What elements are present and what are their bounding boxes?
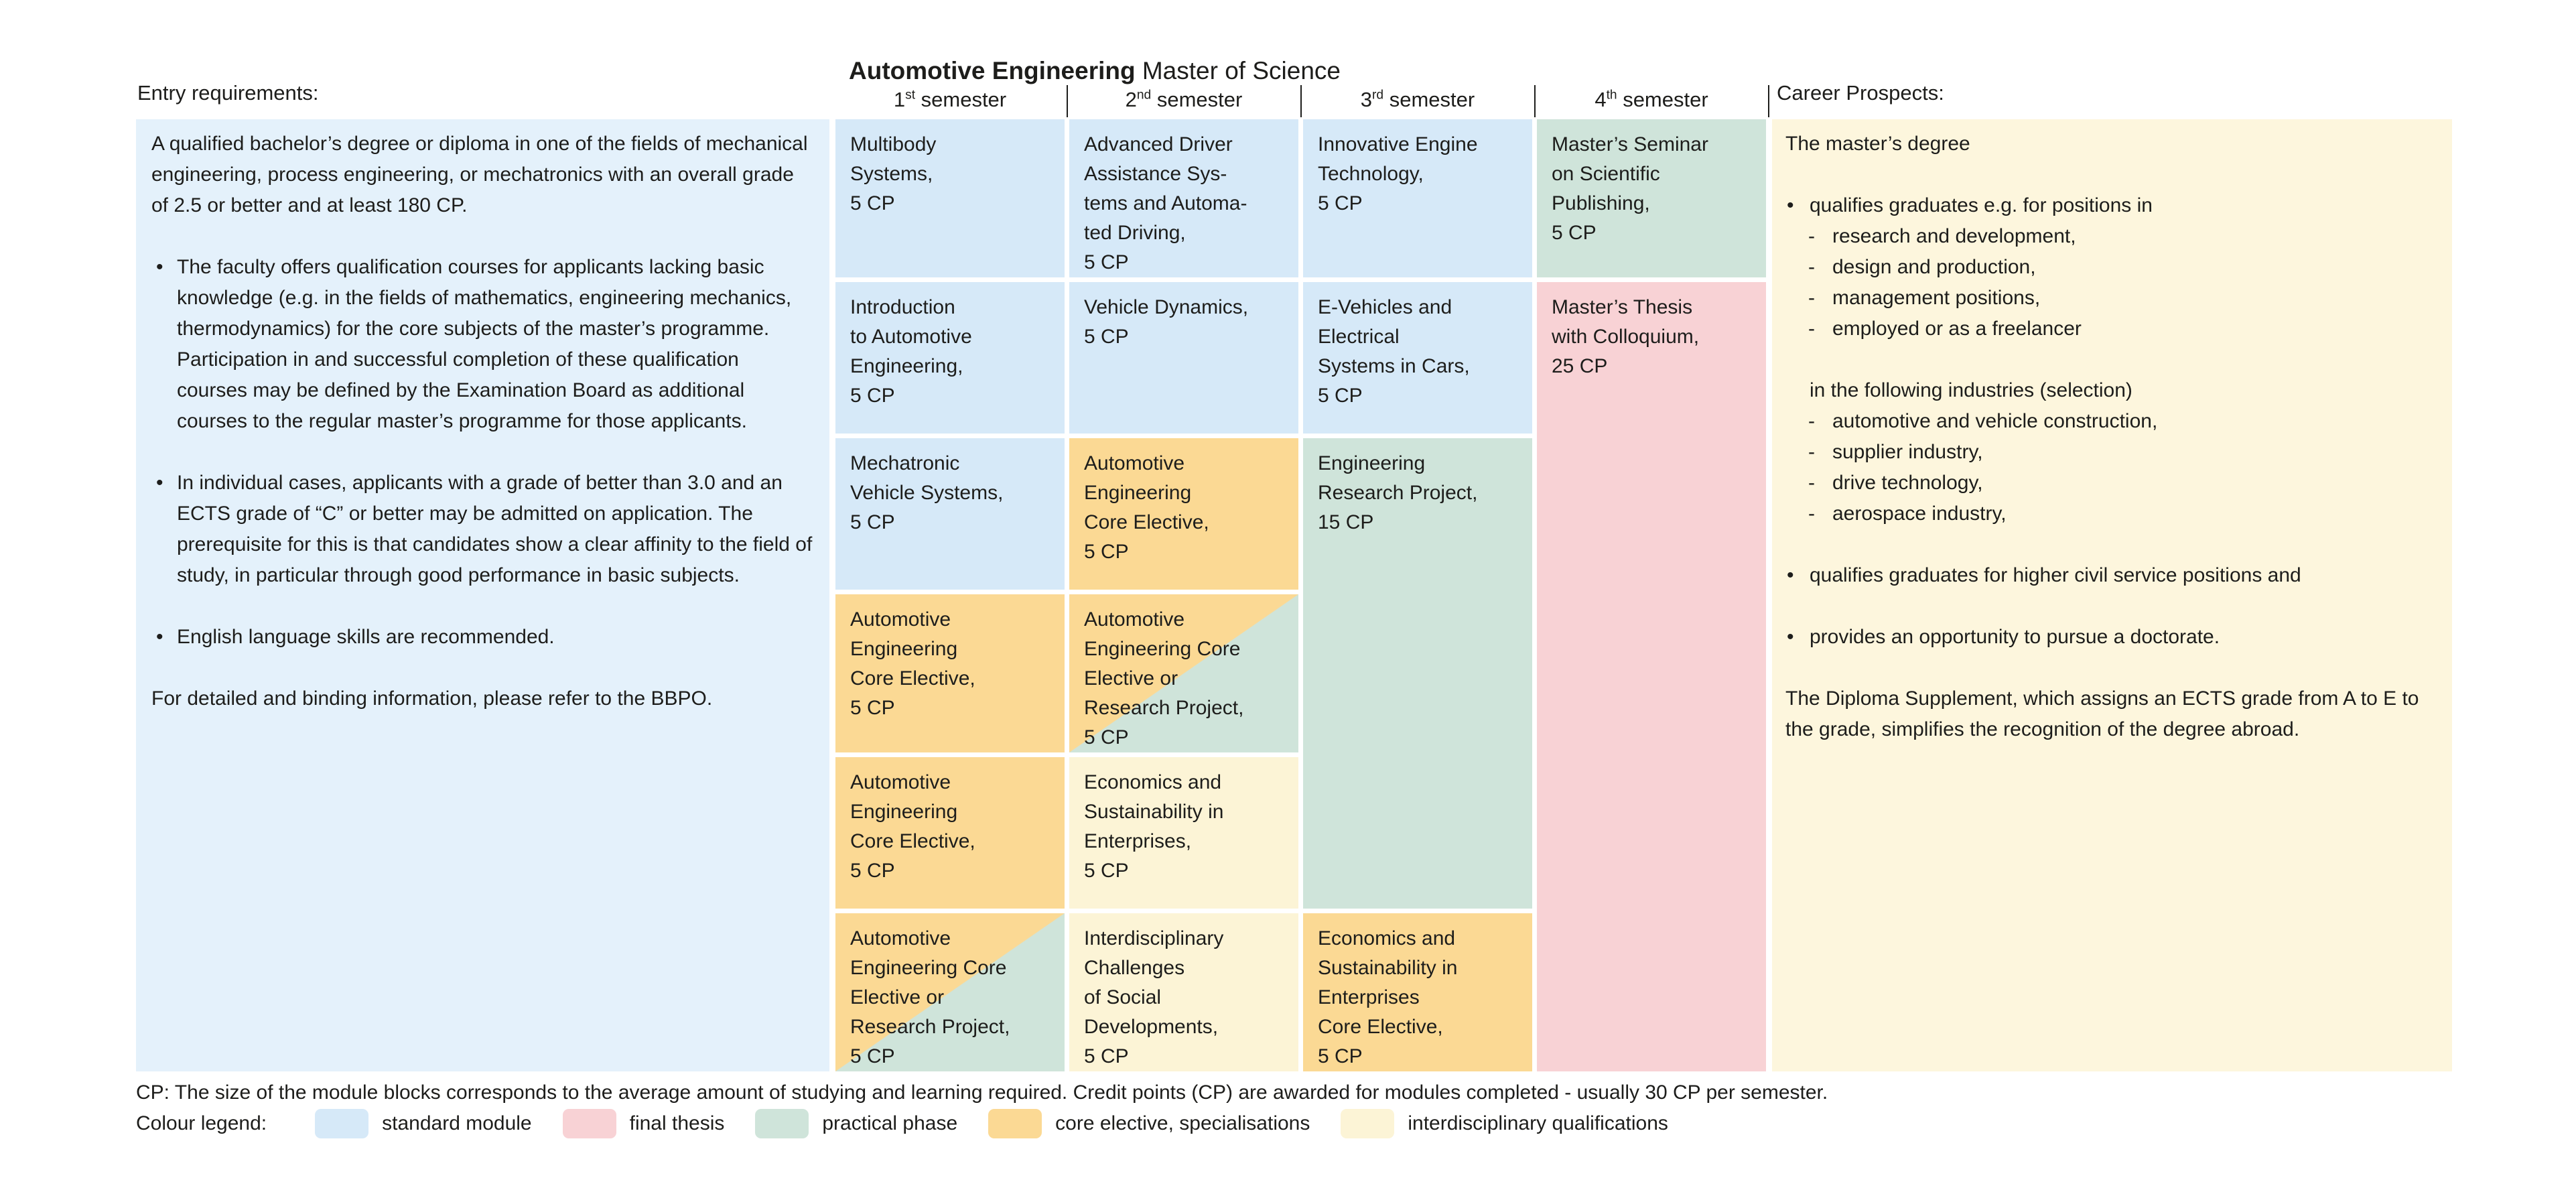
module-line: Publishing, [1552,192,1650,214]
module-grid [835,119,1766,1071]
career-bullet-line: • qualifies graduates e.g. for positions in [1785,190,2439,221]
career-gap [1785,159,2439,190]
legend-item-interdisciplinary [1341,1109,1668,1138]
module-line: Assistance Sys- [1084,163,1227,185]
career-dash-line: - employed or as a freelancer [1785,314,2439,344]
entry-bullet-item: • In individual cases, applicants with a grade of better than 3.0 and an ECTS grade of “C” or better may be admitted on application. The prerequisite for this is that candidates show a clear affinity to the field of study, in particular through good performance in basic subjects. [151,468,813,591]
legend-swatch-standard [315,1109,368,1138]
career-bullet-line: • qualifies graduates for higher civil service positions and [1785,560,2439,591]
page-title [849,56,1341,86]
module-line: with Colloquium, [1552,326,1700,348]
module-line: of Social [1084,986,1162,1008]
module-line: ted Driving, [1084,222,1186,244]
module-line: 5 CP [1084,251,1129,273]
legend-item-practical [755,1109,957,1138]
career-prospects-panel [1772,119,2452,1071]
semester-word: semester [1151,88,1243,111]
career-dash-line: - drive technology, [1785,468,2439,499]
semester-ordinal: rd [1372,88,1384,103]
module-cell [1303,119,1532,277]
semester-header-1 [835,88,1065,112]
career-dash-line: - aerospace industry, [1785,499,2439,529]
career-p-line: The Diploma Supplement, which assigns an ECTS grade from A to E to the grade, simplifies the recognition of the degree abroad. [1785,687,2419,740]
legend-item-core [988,1109,1310,1138]
module-line: tems and Automa- [1084,192,1247,214]
semester-ordinal: st [905,88,916,103]
module-line: Vehicle Dynamics, [1084,296,1249,318]
module-cell [1069,594,1298,752]
module-line: Automotive [1084,452,1185,474]
legend-label: standard module [382,1112,532,1134]
module-line: Interdisciplinary [1084,927,1224,949]
semester-number: 3 [1360,88,1373,111]
module-line: Developments, [1084,1016,1219,1038]
career-gap [1785,653,2439,683]
module-line: Sustainability in [1084,801,1224,823]
module-line: Mechatronic [850,452,960,474]
module-line: 5 CP [1084,326,1129,348]
module-line: Vehicle Systems, [850,482,1004,504]
header-divider [1534,85,1536,117]
module-line: 5 CP [850,697,895,719]
legend-item-thesis [563,1109,725,1138]
legend-label: interdisciplinary qualifications [1408,1112,1668,1134]
module-line: 5 CP [850,192,895,214]
module-line: Master’s Seminar [1552,133,1708,155]
module-line: E-Vehicles and [1318,296,1452,318]
module-cell [1069,438,1298,590]
entry-paragraph: For detailed and binding information, please refer to the BBPO. [151,687,713,710]
module-line: Challenges [1084,957,1185,979]
module-line: Technology, [1318,163,1424,185]
career-indent-line: in the following industries (selection) [1810,379,2132,401]
module-cell [835,282,1065,434]
legend-swatch-thesis [563,1109,616,1138]
module-line: Sustainability in [1318,957,1458,979]
module-line: 15 CP [1318,511,1374,533]
module-cell [1303,913,1532,1071]
header-divider [1768,85,1769,117]
module-cell [1069,119,1298,277]
module-line: Systems in Cars, [1318,355,1470,377]
module-line: Engineering Core [850,957,1007,979]
module-line: Innovative Engine [1318,133,1478,155]
module-cell [1537,119,1766,277]
module-line: Systems, [850,163,933,185]
module-cell [1537,282,1766,1071]
module-cell [1303,438,1532,909]
cp-note: CP: The size of the module blocks corresponds to the average amount of studying and learning required. Credit points (CP) are awarded for modules completed - usually 30 CP per semester. [136,1081,1828,1104]
module-line: Engineering Core [1084,638,1241,660]
module-line: Enterprises [1318,986,1420,1008]
semester-header-3 [1303,88,1532,112]
module-line: Engineering [850,638,958,660]
semester-ordinal: nd [1136,88,1152,103]
module-line: 5 CP [1084,726,1129,748]
module-cell [835,119,1065,277]
career-p-line: The master’s degree [1785,133,1970,155]
module-line: Introduction [850,296,955,318]
module-line: 25 CP [1552,355,1608,377]
module-cell [835,757,1065,909]
career-bullet-line: • provides an opportunity to pursue a doctorate. [1785,622,2439,653]
career-gap [1785,591,2439,622]
module-line: 5 CP [850,385,895,407]
page-title-programme: Automotive Engineering [849,57,1136,84]
entry-bullet-item: • The faculty offers qualification courses for applicants lacking basic knowledge (e.g. in the fields of mathematics, engineering mechanics, thermodynamics) for the core subjects of the master’s programme. Participation in and successful completion of these qualification courses may be defined by the Examination Board as additional courses to the regular master’s programme for those applicants. [151,252,813,437]
module-cell [1069,913,1298,1071]
module-line: Engineering [1318,452,1426,474]
module-line: 5 CP [1084,541,1129,563]
module-line: Core Elective, [850,667,975,689]
career-dash-line: - supplier industry, [1785,437,2439,468]
semester-header-4 [1537,88,1766,112]
module-line: Elective or [1084,667,1178,689]
module-line: Economics and [1318,927,1456,949]
header-divider [1067,85,1068,117]
legend-label: practical phase [822,1112,958,1134]
module-line: Automotive [850,608,951,631]
legend-swatch-practical [755,1109,809,1138]
career-dash-line: - automotive and vehicle construction, [1785,406,2439,437]
module-line: Enterprises, [1084,830,1192,852]
entry-bullet-item: • English language skills are recommended. [151,622,813,653]
module-line: 5 CP [1318,192,1363,214]
module-line: 5 CP [1084,1045,1129,1067]
entry-requirements-panel [136,119,829,1071]
module-line: 5 CP [850,511,895,533]
module-cell [1303,282,1532,434]
header-divider [1300,85,1302,117]
module-cell [1069,757,1298,909]
module-line: 5 CP [1552,222,1597,244]
semester-ordinal: th [1606,88,1617,103]
career-gap [1785,344,2439,375]
module-cell [835,594,1065,752]
legend-swatch-core [988,1109,1042,1138]
entry-requirements-label: Entry requirements: [137,81,319,105]
module-line: 5 CP [1084,860,1129,882]
module-line: Engineering [850,801,958,823]
module-line: 5 CP [850,1045,895,1067]
semester-header-2 [1069,88,1298,112]
semester-number: 4 [1595,88,1607,111]
legend-item-standard [315,1109,531,1138]
module-line: Automotive [850,771,951,793]
career-dash-line: - management positions, [1785,283,2439,314]
module-line: 5 CP [1318,1045,1363,1067]
module-cell [835,913,1065,1071]
module-line: Economics and [1084,771,1222,793]
colour-legend-label: Colour legend: [136,1112,267,1134]
module-line: Core Elective, [850,830,975,852]
module-cell [835,438,1065,590]
semester-number: 1 [893,88,906,111]
module-line: Research Project, [850,1016,1010,1038]
module-line: Elective or [850,986,945,1008]
semester-word: semester [1383,88,1475,111]
semester-number: 2 [1125,88,1137,111]
module-line: Research Project, [1084,697,1244,719]
legend-label: final thesis [629,1112,725,1134]
module-line: on Scientific [1552,163,1660,185]
module-line: Research Project, [1318,482,1478,504]
legend-swatch-interdisciplinary [1341,1109,1394,1138]
module-line: Multibody [850,133,937,155]
semester-word: semester [915,88,1007,111]
semester-word: semester [1617,88,1708,111]
module-line: Engineering, [850,355,963,377]
module-line: Core Elective, [1318,1016,1443,1038]
module-line: Master’s Thesis [1552,296,1693,318]
career-prospects-label: Career Prospects: [1777,81,1944,105]
module-line: Core Elective, [1084,511,1209,533]
career-gap [1785,529,2439,560]
module-line: Advanced Driver [1084,133,1233,155]
module-line: to Automotive [850,326,972,348]
module-line: Automotive [1084,608,1185,631]
colour-legend [136,1109,1668,1138]
module-line: 5 CP [850,860,895,882]
module-line: Automotive [850,927,951,949]
module-cell [1069,282,1298,434]
module-line: Engineering [1084,482,1192,504]
module-line: 5 CP [1318,385,1363,407]
career-dash-line: - research and development, [1785,221,2439,252]
page-title-degree: Master of Science [1135,57,1341,84]
legend-label: core elective, specialisations [1055,1112,1310,1134]
career-dash-line: - design and production, [1785,252,2439,283]
module-line: Electrical [1318,326,1400,348]
entry-paragraph: A qualified bachelor’s degree or diploma in one of the fields of mechanical engineering, process engineering, or mechatronics with an overall grade of 2.5 or better and at least 180 CP. [151,133,808,216]
